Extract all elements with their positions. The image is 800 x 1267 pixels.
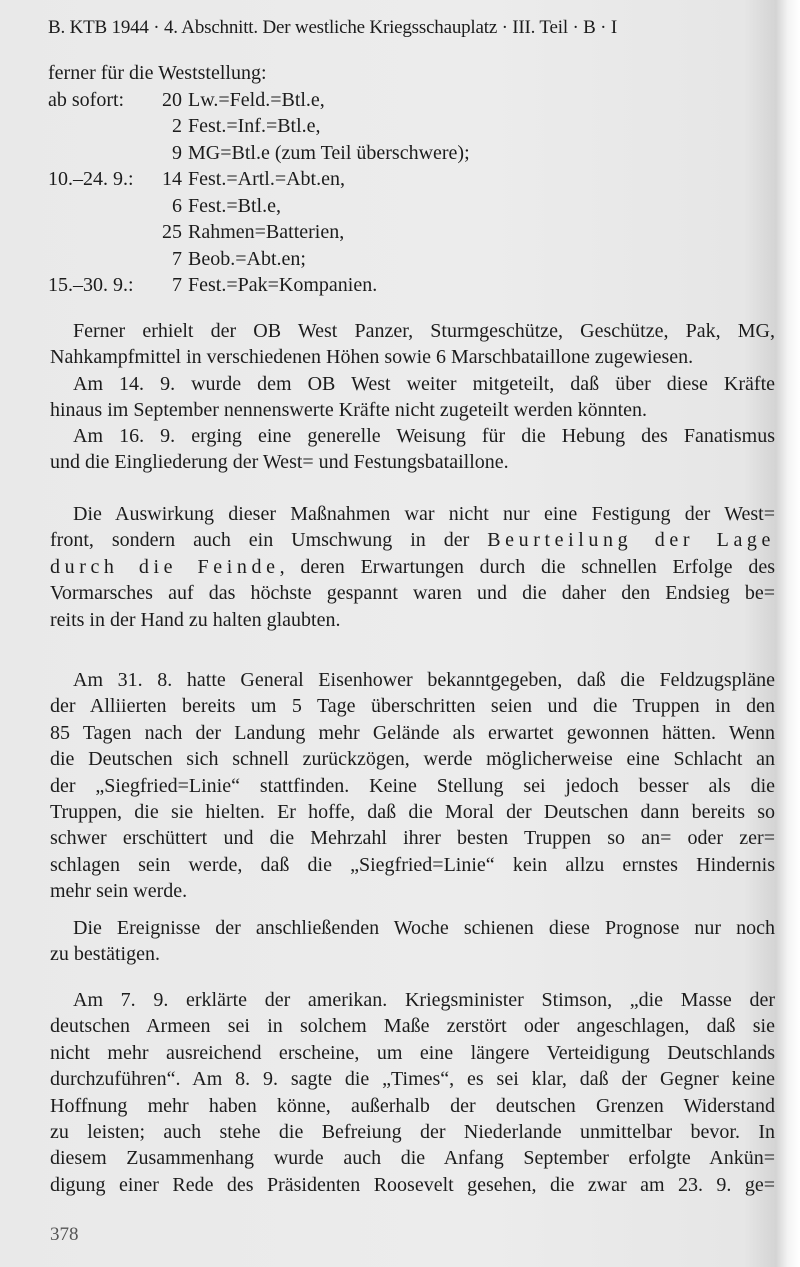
- row-count: 6: [172, 194, 182, 217]
- list-row: [48, 113, 470, 140]
- row-label: [48, 113, 152, 140]
- row-count: 7: [172, 247, 182, 270]
- text-line: Vormarsches auf das höchste gespannt waren und die daher den Endsieg be=: [50, 582, 775, 605]
- row-unit: MG=Btl.e (zum Teil überschwere);: [188, 141, 470, 164]
- text-line: zu leisten; auch stehe die Befreiung der Niederlande unmittelbar bevor. In: [50, 1120, 775, 1143]
- text-line: durchzuführen“. Am 8. 9. sagte die „Times“, es sei klar, daß der Gegner keine: [50, 1068, 775, 1091]
- text-line: Am 31. 8. hatte General Eisenhower bekanntgegeben, daß die Feldzugspläne: [73, 669, 775, 691]
- unit-list: [48, 60, 470, 299]
- text-line: hinaus im September nennenswerte Kräfte nicht zugeteilt werden könnten.: [50, 399, 648, 422]
- paragraph-1: [50, 318, 775, 371]
- list-row: [48, 246, 470, 273]
- row-count: 20: [162, 88, 182, 111]
- text-line: zu bestätigen.: [50, 943, 160, 966]
- list-row: [48, 219, 470, 246]
- emphasized-text: durch die Feinde: [50, 555, 280, 578]
- row-unit: Fest.=Pak=Kompanien.: [188, 274, 378, 296]
- text-line: diesem Zusammenhang wurde auch die Anfang September erfolgte Ankün=: [50, 1147, 775, 1170]
- text-line: digung einer Rede des Präsidenten Roosevelt gesehen, die zwar am 23. 9. ge=: [50, 1173, 775, 1196]
- row-label: 15.–30. 9.:: [48, 274, 134, 296]
- row-count: 25: [162, 221, 182, 243]
- row-unit: Rahmen=Batterien,: [188, 221, 345, 243]
- row-label: ab sofort:: [48, 88, 125, 111]
- text-line: 85 Tagen nach der Landung mehr Gelände als erwartet gewonnen hätten. Wenn: [50, 721, 775, 744]
- row-count: 2: [172, 115, 182, 137]
- list-row: [48, 87, 470, 114]
- row-label: 10.–24. 9.:: [48, 168, 134, 190]
- text-line: Nahkampfmittel in verschiedenen Höhen sowie 6 Marschbataillone zugewiesen.: [50, 346, 694, 369]
- text-line: mehr sein werde.: [50, 880, 188, 903]
- paragraph-4: [50, 501, 775, 633]
- text-line: schwer erschüttert und die Mehrzahl ihrer besten Truppen so an= oder zer=: [50, 827, 775, 850]
- text-line: Am 16. 9. erging eine generelle Weisung für die Hebung des Fanatismus: [73, 425, 775, 447]
- text-line: und die Eingliederung der West= und Festungsbataillone.: [50, 451, 509, 474]
- text-line: Hoffnung mehr haben könne, außerhalb der deutschen Grenzen Widerstand: [50, 1094, 775, 1117]
- row-label: [48, 219, 152, 246]
- list-row: [48, 166, 470, 193]
- list-row: [48, 193, 470, 220]
- text-line: [50, 527, 775, 553]
- text-line: nicht mehr ausreichend erscheine, um eine längere Verteidigung Deutschlands: [50, 1041, 775, 1064]
- text-line: Die Auswirkung dieser Maßnahmen war nicht nur eine Festigung der West=: [73, 503, 775, 525]
- text-line: Am 14. 9. wurde dem OB West weiter mitgeteilt, daß über diese Kräfte: [73, 373, 775, 395]
- page-number: 378: [50, 1224, 79, 1245]
- text-line: Die Ereignisse der anschließenden Woche schienen diese Prognose nur noch: [73, 917, 775, 939]
- text-line: deutschen Armeen sei in solchem Maße zerstört oder angeschlagen, daß sie: [50, 1015, 775, 1038]
- row-unit: Fest.=Btl.e,: [188, 194, 281, 217]
- row-unit: Fest.=Artl.=Abt.en,: [188, 168, 345, 190]
- paragraph-7: [50, 987, 775, 1198]
- text-line: reits in der Hand zu halten glaubten.: [50, 608, 341, 631]
- text-line: Truppen, die sie hielten. Er hoffe, daß die Moral der Deutschen dann bereits so: [50, 800, 775, 823]
- list-row: [48, 272, 470, 299]
- list-intro: ferner für die Weststellung:: [48, 62, 267, 84]
- text-line: Ferner erhielt der OB West Panzer, Sturmgeschütze, Geschütze, Pak, MG,: [73, 320, 775, 342]
- row-label: [48, 140, 152, 167]
- text-line: schlagen sein werde, daß die „Siegfried=Linie“ kein allzu ernstes Hindernis: [50, 853, 775, 876]
- emphasized-text: Beurteilung der Lage: [487, 529, 776, 552]
- text-line: der „Siegfried=Linie“ stattfinden. Keine Stellung sei jedoch besser als die: [50, 774, 775, 797]
- text-span: front, sondern auch ein Umschwung in der: [50, 529, 470, 552]
- row-unit: Lw.=Feld.=Btl.e,: [188, 88, 325, 111]
- running-header: B. KTB 1944 · 4. Abschnitt. Der westliche Kriegsschauplatz · III. Teil · B · I: [48, 17, 617, 38]
- paragraph-3: [50, 423, 775, 476]
- row-label: [48, 193, 152, 220]
- row-unit: Fest.=Inf.=Btl.e,: [188, 115, 321, 137]
- row-count: 14: [162, 168, 182, 190]
- row-count: 9: [172, 141, 182, 164]
- paragraph-6: [50, 915, 775, 968]
- text-line: der Alliierten bereits um 5 Tage überschritten seien und die Truppen in den: [50, 695, 775, 718]
- row-count: 7: [172, 274, 182, 296]
- paragraph-5: [50, 667, 775, 905]
- text-span: , deren Erwartungen durch die schnellen Erfolge des: [279, 555, 775, 578]
- list-row: [48, 140, 470, 167]
- row-label: [48, 246, 152, 273]
- text-line: Am 7. 9. erklärte der amerikan. Kriegsminister Stimson, „die Masse der: [73, 989, 775, 1011]
- paragraph-2: [50, 371, 775, 424]
- text-line: die Deutschen sich schnell zurückzögen, werde möglicherweise eine Schlacht an: [50, 748, 775, 771]
- text-line: [50, 554, 775, 580]
- row-unit: Beob.=Abt.en;: [188, 247, 306, 270]
